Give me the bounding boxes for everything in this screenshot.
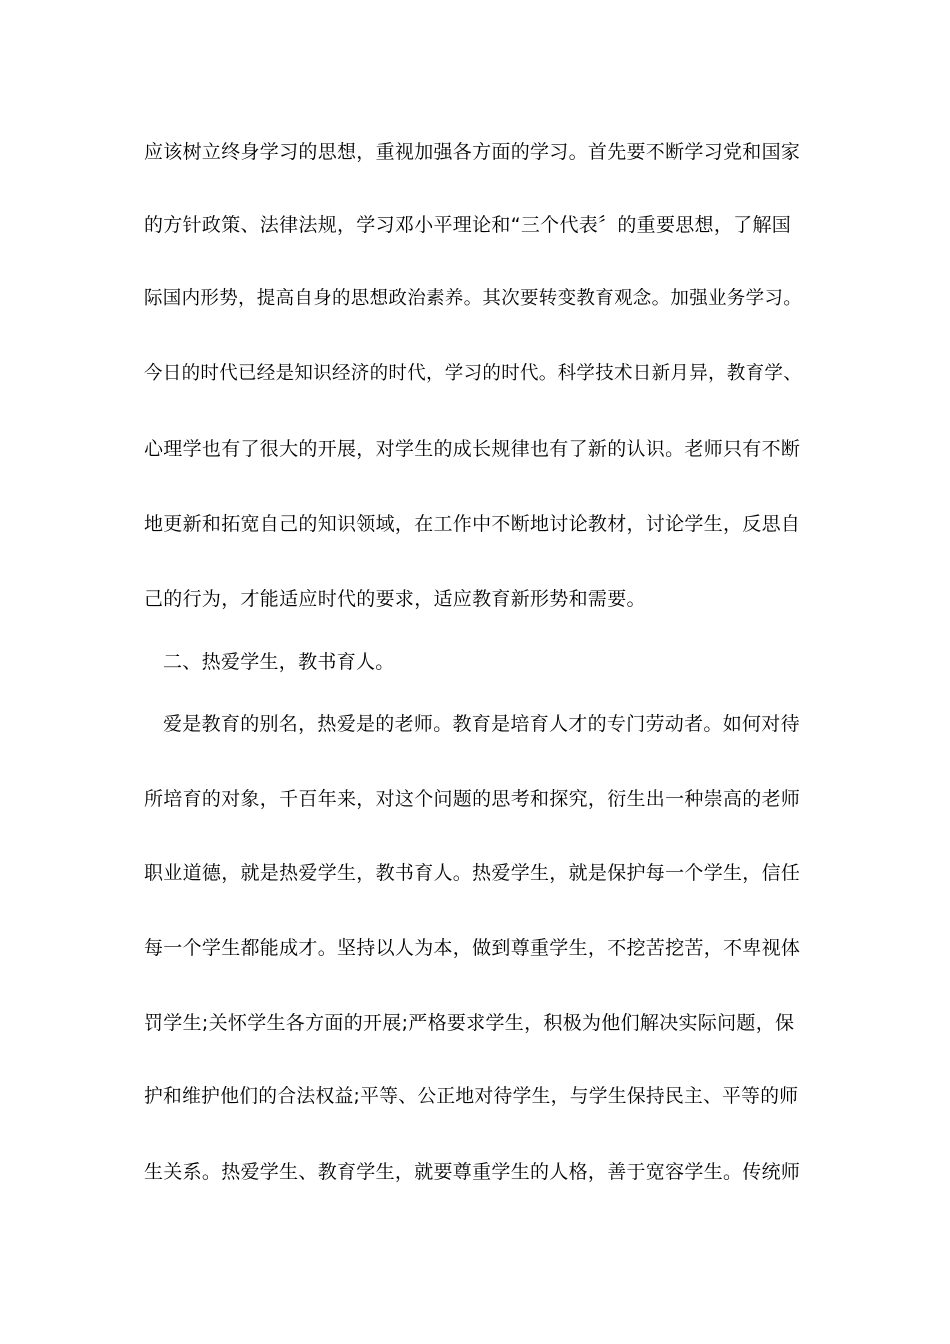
paragraph-line: 护和维护他们的合法权益;平等、公正地对待学生，与学生保持民主、平等的师 (144, 1086, 799, 1107)
section-heading: 二、热爱学生，教书育人。 (163, 651, 395, 673)
paragraph-line: 应该树立终身学习的思想，重视加强各方面的学习。首先要不断学习党和国家 (144, 141, 801, 163)
paragraph-line: 爱是教育的别名，热爱是的老师。教育是培育人才的专门劳动者。如何对待 (163, 713, 800, 735)
paragraph-line: 际国内形势，提高自身的思想政治素养。其次要转变教育观念。加强业务学习。 (144, 288, 803, 309)
paragraph-line: 己的行为，才能适应时代的要求，适应教育新形势和需要。 (144, 588, 646, 610)
paragraph-line: 职业道德，就是热爱学生，教书育人。热爱学生，就是保护每一个学生，信任 (144, 862, 801, 884)
paragraph-line: 今日的时代已经是知识经济的时代，学习的时代。科学技术日新月异，教育学、 (144, 363, 803, 384)
paragraph-line: 心理学也有了很大的开展，对学生的成长规律也有了新的认识。老师只有不断 (144, 438, 801, 460)
paragraph-line: 生关系。热爱学生、教育学生，就要尊重学生的人格，善于宽容学生。传统师 (144, 1161, 801, 1183)
paragraph-line: 每一个学生都能成才。坚持以人为本，做到尊重学生，不挖苦挖苦，不卑视体 (144, 937, 801, 959)
paragraph-line: 的方针政策、法律法规，学习邓小平理论和“三个代表〞的重要思想，了解国 (144, 214, 792, 236)
paragraph-line: 地更新和拓宽自己的知识领域，在工作中不断地讨论教材，讨论学生，反思自 (144, 513, 801, 535)
paragraph-line: 罚学生;关怀学生各方面的开展;严格要求学生，积极为他们解决实际问题，保 (144, 1012, 795, 1034)
paragraph-line: 所培育的对象，千百年来，对这个问题的思考和探究，衍生出一种崇高的老师 (144, 788, 801, 810)
